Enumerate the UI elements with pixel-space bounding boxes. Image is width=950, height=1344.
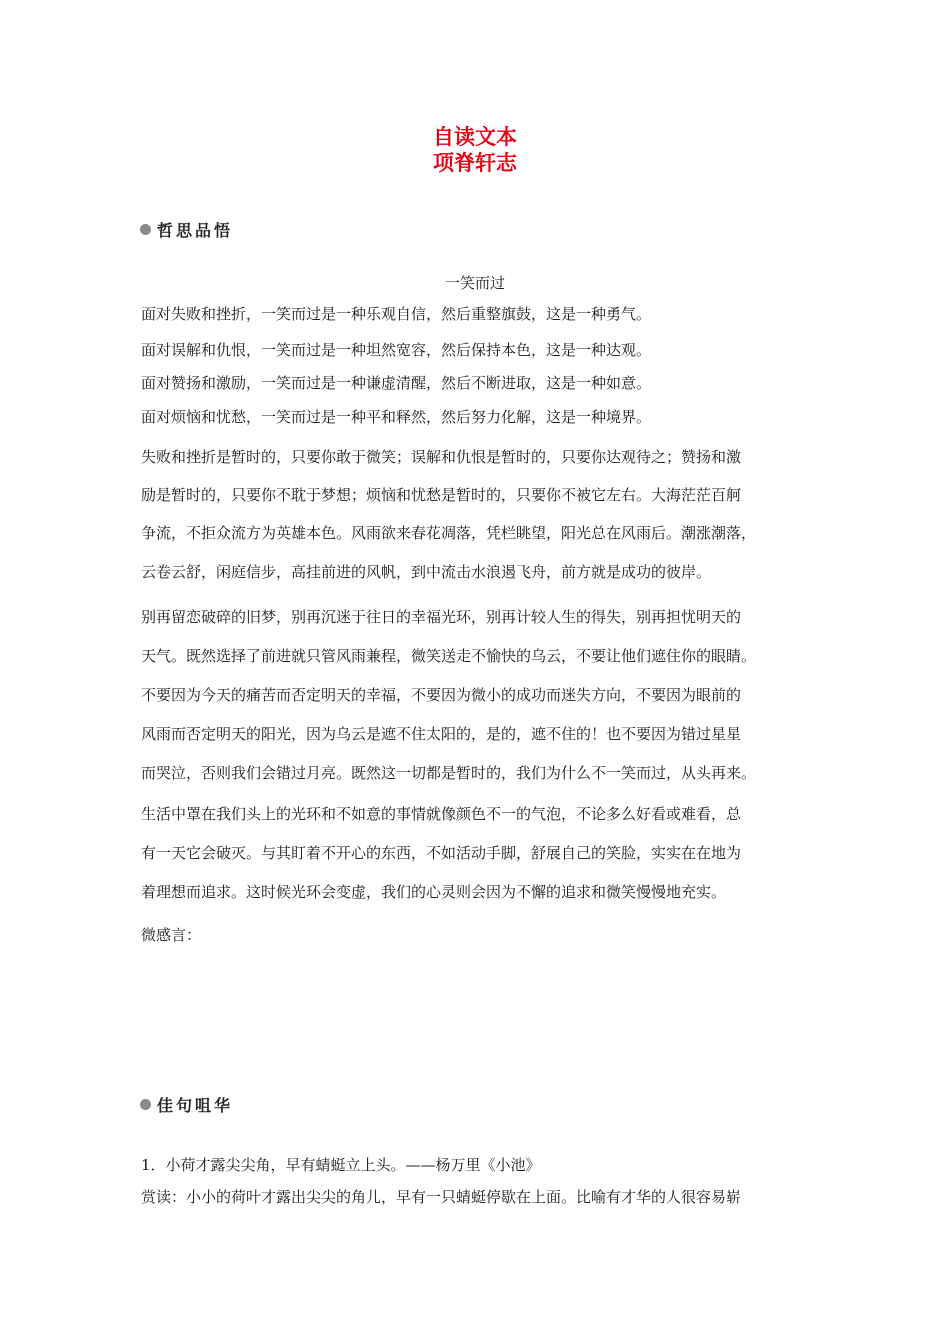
quote-line: 1．小荷才露尖尖角，早有蜻蜓立上头。——杨万里《小池》 [141, 1156, 541, 1174]
essay-line: 着理想而追求。这时候光环会变虚，我们的心灵则会因为不懈的追求和微笑慢慢地充实。 [141, 883, 727, 901]
essay-line: 面对赞扬和激励，一笑而过是一种谦虚清醒，然后不断进取，这是一种如意。 [141, 374, 652, 392]
document-subtitle: 项脊轩志 [433, 151, 517, 175]
essay-line: 而哭泣，否则我们会错过月亮。既然这一切都是暂时的，我们为什么不一笑而过，从头再来。 [141, 764, 757, 782]
quote-line: 赏读：小小的荷叶才露出尖尖的角儿，早有一只蜻蜓停歇在上面。比喻有才华的人很容易崭 [141, 1188, 742, 1206]
section-heading-label: 哲思品悟 [157, 221, 234, 240]
essay-line: 面对误解和仇恨，一笑而过是一种坦然宽容，然后保持本色，这是一种达观。 [141, 341, 652, 359]
section-heading-jiaju [140, 1093, 233, 1116]
essay-line: 微感言： [141, 926, 202, 944]
essay-line: 生活中罩在我们头上的光环和不如意的事情就像颜色不一的气泡，不论多么好看或难看，总 [141, 805, 742, 823]
essay-line: 有一天它会破灭。与其盯着不开心的东西，不如活动手脚，舒展自己的笑脸，实实在在地为 [141, 844, 742, 862]
essay-line: 天气。既然选择了前进就只管风雨兼程，微笑送走不愉快的乌云，不要让他们遮住你的眼睛。 [141, 647, 757, 665]
essay-line: 风雨而否定明天的阳光，因为乌云是遮不住太阳的，是的，遮不住的！也不要因为错过星星 [141, 725, 742, 743]
essay-line: 面对烦恼和忧愁，一笑而过是一种平和释然，然后努力化解，这是一种境界。 [141, 408, 652, 426]
essay-title: 一笑而过 [444, 274, 505, 292]
essay-line: 面对失败和挫折，一笑而过是一种乐观自信，然后重整旗鼓，这是一种勇气。 [141, 305, 652, 323]
essay-line: 励是暂时的，只要你不耽于梦想；烦恼和忧愁是暂时的，只要你不被它左右。大海茫茫百舸 [141, 486, 742, 504]
bullet-dot-icon [140, 1099, 151, 1110]
section-heading-zhesi [140, 218, 233, 241]
bullet-dot-icon [140, 224, 151, 235]
essay-line: 争流，不拒众流方为英雄本色。风雨欲来春花凋落，凭栏眺望，阳光总在风雨后。潮涨潮落， [141, 524, 757, 542]
section-heading-label: 佳句咀华 [157, 1096, 234, 1115]
essay-line: 失败和挫折是暂时的，只要你敢于微笑；误解和仇恨是暂时的，只要你达观待之；赞扬和激 [141, 448, 742, 466]
essay-line: 别再留恋破碎的旧梦，别再沉迷于往日的幸福光环，别再计较人生的得失，别再担忧明天的 [141, 608, 742, 626]
essay-line: 云卷云舒，闲庭信步，高挂前进的风帆，到中流击水浪遏飞舟，前方就是成功的彼岸。 [141, 563, 712, 581]
essay-line: 不要因为今天的痛苦而否定明天的幸福，不要因为微小的成功而迷失方向，不要因为眼前的 [141, 686, 742, 704]
document-title: 自读文本 [433, 125, 517, 149]
